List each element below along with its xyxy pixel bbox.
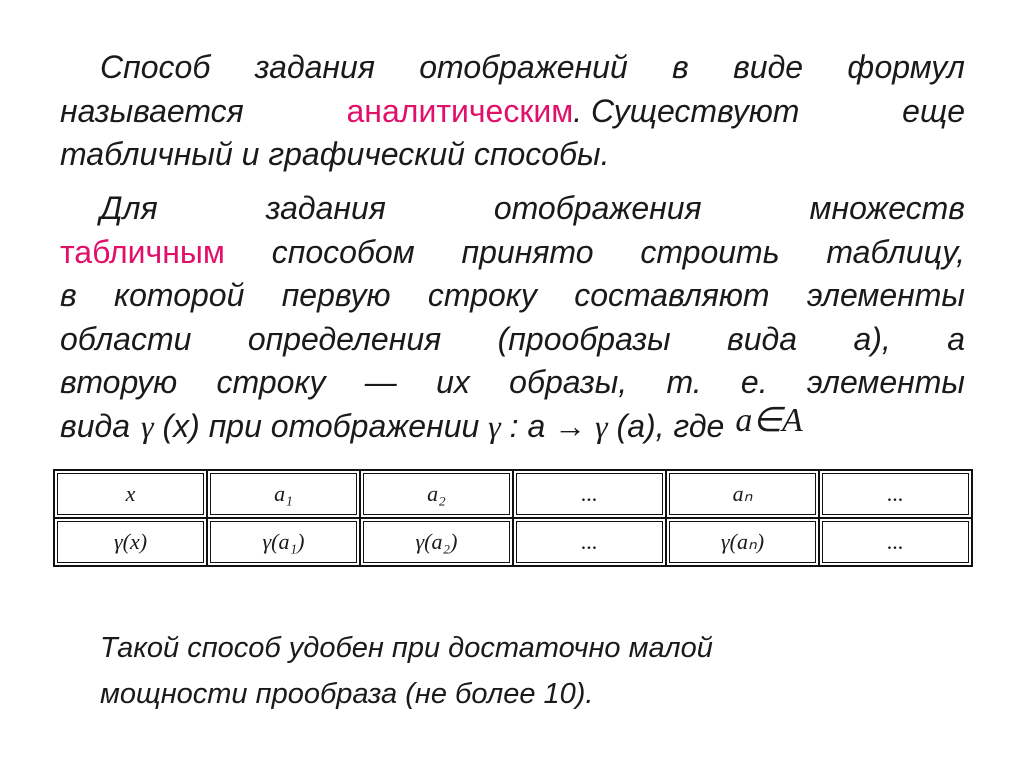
word: в — [60, 277, 77, 313]
word: первую — [281, 277, 391, 313]
word: вида — [60, 407, 130, 444]
word: строить — [640, 233, 780, 270]
p1-line-1 — [60, 46, 965, 90]
word: вида — [727, 320, 798, 357]
p2-line-1 — [60, 187, 965, 231]
word: множеств — [809, 190, 965, 226]
p2-line-6 — [60, 401, 965, 449]
word: отображения — [493, 190, 702, 226]
word: формул — [847, 49, 965, 85]
highlight-analytic: аналитическим — [346, 92, 574, 129]
mapping-table-container — [53, 469, 973, 563]
table-cell: ... — [819, 518, 972, 566]
word: в — [672, 49, 689, 85]
word: называется — [60, 92, 244, 129]
mapping-expression — [141, 405, 724, 449]
word: определения — [247, 320, 442, 357]
gamma-symbol: γ — [488, 407, 501, 444]
footer-line-1: Такой способ удобен при достаточно малой — [100, 632, 713, 664]
analytic-term — [347, 90, 800, 134]
p2-line-3 — [60, 274, 965, 318]
p2-line-2 — [60, 231, 965, 275]
word: элементы — [806, 277, 965, 313]
word: способом — [271, 233, 415, 270]
text-fragment: (а), где — [616, 407, 725, 444]
word: Для — [100, 190, 158, 226]
arrow-icon: → — [554, 407, 587, 444]
table-cell: a₁ — [207, 470, 360, 518]
word: вторую — [60, 364, 178, 400]
word: еще — [902, 92, 965, 129]
table-cell: γ(x) — [54, 518, 207, 566]
table-cell: a₂ — [360, 470, 513, 518]
word: области — [60, 320, 192, 357]
table-cell: x — [54, 470, 207, 518]
mapping-table — [53, 469, 973, 567]
word: строку — [216, 364, 326, 400]
word: Способ — [100, 49, 211, 85]
word: задания — [254, 49, 375, 85]
word: элементы — [806, 364, 965, 400]
text-fragment: : а — [509, 407, 546, 444]
gamma-symbol: γ — [140, 407, 154, 444]
table-row-images — [54, 518, 972, 566]
paragraph-analytic-method — [60, 46, 965, 177]
p2-line-5 — [60, 361, 965, 405]
word: задания — [265, 190, 386, 226]
word: — — [364, 364, 397, 400]
word: составляют — [574, 277, 770, 313]
paragraph-table-method — [60, 187, 965, 448]
p2-line-4 — [60, 318, 965, 362]
p1-line-3 — [60, 133, 965, 177]
word: отображений — [419, 49, 628, 85]
word: которой — [114, 277, 245, 313]
table-cell: aₙ — [666, 470, 819, 518]
word: образы, — [509, 364, 628, 400]
highlight-tabular: табличным — [60, 233, 225, 270]
word: принято — [461, 233, 594, 270]
membership-formula: a∈A — [735, 401, 803, 439]
table-cell: γ(aₙ) — [666, 518, 819, 566]
word: . Существуют — [573, 92, 800, 129]
footer-note — [100, 625, 880, 717]
gamma-symbol: γ — [595, 407, 608, 444]
text-fragment: (x) при отображении — [162, 407, 480, 444]
word: а), — [853, 320, 891, 357]
word: а — [947, 320, 965, 357]
table-cell: γ(a₂) — [360, 518, 513, 566]
word: табличный и графический способы. — [60, 136, 610, 172]
table-cell: ... — [513, 470, 666, 518]
table-cell: ... — [819, 470, 972, 518]
table-row-preimages — [54, 470, 972, 518]
footer-line-2: мощности прообраза (не более 10). — [100, 678, 594, 710]
word: строку — [427, 277, 537, 313]
word: виде — [733, 49, 804, 85]
word: (прообразы — [497, 320, 671, 357]
table-cell: γ(a₁) — [207, 518, 360, 566]
table-cell: ... — [513, 518, 666, 566]
word: таблицу, — [826, 233, 965, 270]
p1-line-2 — [60, 90, 965, 134]
word: т. — [666, 364, 702, 400]
word: е. — [740, 364, 768, 400]
word: их — [436, 364, 470, 400]
